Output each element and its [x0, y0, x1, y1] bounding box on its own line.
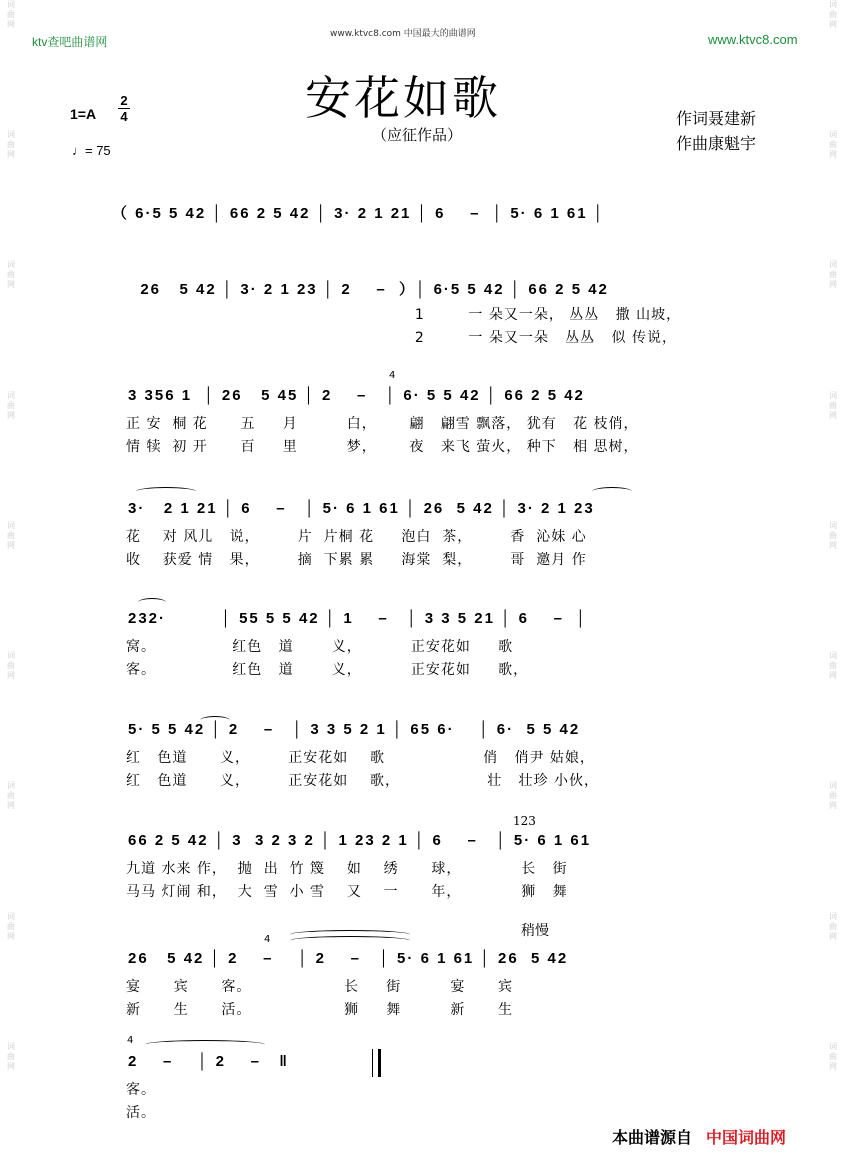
watermark-char: 词 — [829, 260, 837, 270]
watermark-char: 网 — [829, 801, 837, 811]
watermark-char: 词 — [7, 911, 15, 921]
watermark-char: 词 — [7, 260, 15, 270]
lyric-line: 红 色道 义， 正安花如 歌， 壮 壮珍 小伙， — [126, 773, 600, 789]
site-tagline: www.ktvc8.com 中国最大的曲谱网 — [330, 29, 476, 39]
lyric-line: 红 色道 义， 正安花如 歌 俏 俏尹 姑娘， — [126, 750, 595, 766]
time-signature: 2 4 — [118, 94, 130, 123]
watermark-char: 曲 — [7, 530, 15, 540]
watermark-char: 曲 — [829, 140, 837, 150]
tie-arc — [592, 487, 632, 496]
watermark-char: 词 — [7, 1041, 15, 1051]
watermark-char: 词 — [7, 130, 15, 140]
lyric-line: 情 犊 初 开 百 里 梦， 夜 来飞 萤火， 种下 相 思树， — [126, 439, 639, 455]
watermark-char: 网 — [7, 20, 15, 29]
watermark-char: 曲 — [7, 661, 15, 671]
watermark-char: 网 — [829, 931, 837, 941]
watermark-char: 网 — [7, 150, 15, 160]
time-change-marker: 4 — [389, 370, 396, 381]
lyric-line: 2 一 朵又一朵 丛丛 似 传说， — [126, 330, 677, 346]
watermark-char: 词 — [829, 0, 837, 9]
watermark-char: 词 — [7, 390, 15, 400]
song-title: 安花如歌 — [305, 71, 501, 125]
watermark-char: 曲 — [829, 400, 837, 410]
watermark-char: 词 — [829, 781, 837, 791]
slur-arc — [290, 936, 410, 945]
tie-arc — [136, 487, 196, 496]
watermark-char: 词 — [829, 1041, 837, 1051]
watermark-char: 曲 — [829, 921, 837, 931]
watermark-char: 词 — [829, 651, 837, 661]
watermark-char: 曲 — [829, 791, 837, 801]
lyricist-credit: 作词聂建新 — [676, 109, 757, 128]
notation-line: 3 356 1 │ 26 5 45 │ 2 – │ 6· 5 5 42 │ 66 2 5 42 — [128, 387, 585, 404]
notation-line: 2 – │ 2 – ‖ — [128, 1053, 289, 1070]
lyric-line: 九道 水来 作， 抛 出 竹 篾 如 绣 球， 长 街 — [126, 861, 568, 877]
watermark-char: 曲 — [7, 921, 15, 931]
watermark-char: 曲 — [7, 10, 15, 19]
lyric-line: 客。 红色 道 义， 正安花如 歌， — [126, 662, 529, 678]
notation-line: 26 5 42 │ 2 – │ 2 – │ 5· 6 1 61 │ 26 5 42 — [128, 950, 569, 967]
ending-marker: 123 — [513, 814, 536, 828]
watermark-char: 网 — [829, 410, 837, 420]
watermark-char: 网 — [829, 1061, 837, 1071]
watermark-char: 词 — [829, 911, 837, 921]
watermark-char: 网 — [7, 280, 15, 290]
tempo-marking: ♩= 75 — [72, 143, 111, 158]
source-link[interactable]: 中国词曲网 — [706, 1128, 787, 1147]
watermark-char: 网 — [7, 410, 15, 420]
quarter-note-icon: ♩ — [72, 143, 85, 158]
site-link-left[interactable]: ktv查吧曲谱网 — [32, 35, 108, 49]
watermark-char: 网 — [7, 801, 15, 811]
watermark-char: 网 — [7, 931, 15, 941]
lyric-line: 活。 — [126, 1105, 156, 1121]
song-subtitle: （应征作品） — [372, 126, 463, 144]
tie-arc — [200, 716, 230, 725]
lyric-line: 马马 灯闹 和， 大 雪 小 雪 又 一 年， 狮 舞 — [126, 884, 568, 900]
watermark-char: 曲 — [829, 661, 837, 671]
source-footer — [612, 1125, 786, 1148]
watermark-char: 词 — [829, 390, 837, 400]
lyric-line: 宴 宾 客。 长 街 宴 宾 — [126, 979, 514, 995]
site-link-right[interactable]: www.ktvc8.com — [708, 32, 798, 47]
lyric-line: 客。 — [126, 1082, 156, 1098]
slur-arc — [145, 1040, 265, 1049]
notation-line: （ 6·5 5 42 │ 66 2 5 42 │ 3· 2 1 21 │ 6 – │ 5· 6 1 61 │ — [112, 205, 606, 222]
watermark-char: 网 — [7, 1061, 15, 1071]
watermark-char: 曲 — [829, 1051, 837, 1061]
lyric-line: 新 生 活。 狮 舞 新 生 — [126, 1002, 514, 1018]
watermark-char: 词 — [7, 651, 15, 661]
watermark-char: 词 — [829, 520, 837, 530]
lyric-line: 1 一 朵又一朵， 丛丛 撒 山坡， — [126, 307, 682, 323]
watermark-char: 网 — [829, 540, 837, 550]
notation-line: 3· 2 1 21 │ 6 – │ 5· 6 1 61 │ 26 5 42 │ 3· 2 1 23 — [128, 500, 595, 517]
watermark-char: 词 — [7, 0, 15, 9]
watermark-char: 网 — [829, 150, 837, 160]
tempo-change-marker: 稍慢 — [521, 923, 549, 939]
lyric-line: 收 获爱 情 果， 摘 下累 累 海棠 梨， 哥 邀月 作 — [126, 552, 587, 568]
watermark-char: 网 — [829, 280, 837, 290]
watermark-char: 网 — [7, 540, 15, 550]
right-watermark-strip — [824, 0, 842, 1172]
notation-line: 26 5 42 │ 3· 2 1 23 │ 2 – ）│ 6·5 5 42 │ 66 2 5 42 — [128, 281, 609, 298]
composer-credit: 作曲康魁宇 — [676, 134, 757, 153]
watermark-char: 曲 — [7, 1051, 15, 1061]
lyric-line: 花 对 风儿 说， 片 片桐 花 泡白 茶， 香 沁妹 心 — [126, 529, 587, 545]
tie-arc — [138, 598, 166, 607]
source-label: 本曲谱源自 — [612, 1128, 693, 1147]
watermark-char: 曲 — [7, 140, 15, 150]
watermark-char: 曲 — [829, 270, 837, 280]
notation-line: 5· 5 5 42 │ 2 – │ 3 3 5 2 1 │ 65 6· │ 6· 5 5 42 — [128, 721, 581, 738]
watermark-char: 词 — [7, 520, 15, 530]
watermark-char: 词 — [829, 130, 837, 140]
watermark-char: 曲 — [7, 791, 15, 801]
watermark-char: 网 — [7, 671, 15, 681]
watermark-char: 曲 — [829, 10, 837, 19]
left-watermark-strip — [2, 0, 20, 1172]
lyric-line: 正 安 桐 花 五 月 白， 翩 翩雪 飘落， 犹有 花 枝俏， — [126, 416, 639, 432]
time-change-marker-2: 4 — [264, 934, 271, 945]
watermark-char: 词 — [7, 781, 15, 791]
notation-line: 66 2 5 42 │ 3 3 2 3 2 │ 1 23 2 1 │ 6 – │ 5· 6 1 61 — [128, 832, 592, 849]
key-signature: 1=A — [70, 106, 97, 122]
time-change-marker-3: 4 — [127, 1035, 134, 1046]
watermark-char: 网 — [829, 671, 837, 681]
watermark-char: 曲 — [829, 530, 837, 540]
watermark-char: 曲 — [7, 270, 15, 280]
watermark-char: 曲 — [7, 400, 15, 410]
final-barline — [372, 1049, 381, 1077]
watermark-char: 网 — [829, 20, 837, 29]
notation-line: 232· │ 55 5 5 42 │ 1 – │ 3 3 5 21 │ 6 – │ — [128, 610, 588, 627]
lyric-line: 窝。 红色 道 义， 正安花如 歌 — [126, 639, 514, 655]
